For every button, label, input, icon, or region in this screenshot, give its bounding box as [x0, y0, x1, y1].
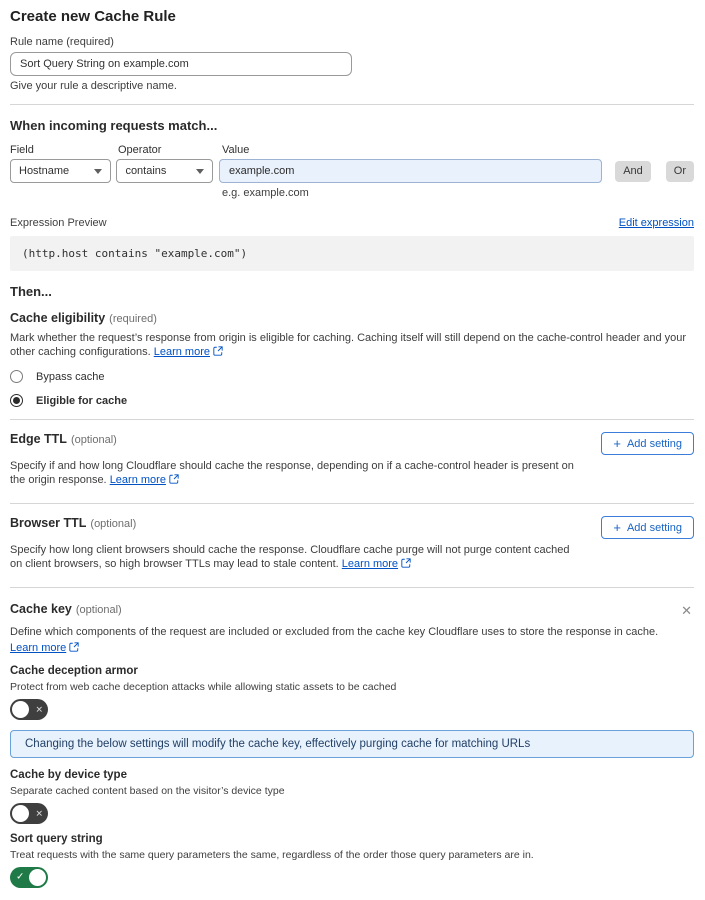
match-section-heading: When incoming requests match...: [10, 118, 218, 133]
browser-ttl-description: [10, 543, 575, 571]
operator-select-value: contains: [125, 165, 167, 177]
chevron-down-icon: [94, 169, 102, 174]
bypass-cache-radio-label: Bypass cache: [36, 370, 105, 383]
field-select[interactable]: [10, 159, 111, 183]
and-button[interactable]: And: [615, 161, 651, 182]
edge-ttl-qualifier: (optional): [70, 434, 117, 446]
browser-ttl-add-setting-button[interactable]: [601, 516, 694, 539]
cache-by-device-type-description: Separate cached content based on the visitor’s device type: [10, 785, 285, 797]
match-controls-row: [10, 159, 694, 183]
divider: [10, 104, 694, 105]
cache-deception-armor-toggle[interactable]: [10, 699, 48, 720]
value-label: Value: [222, 144, 250, 156]
plus-icon: +: [613, 436, 621, 451]
toggle-knob: [12, 701, 29, 718]
expression-preview-label: Expression Preview: [10, 217, 107, 229]
edge-ttl-heading-row: [10, 432, 694, 455]
radio-icon[interactable]: [10, 370, 23, 383]
radio-icon[interactable]: [10, 394, 23, 407]
cache-key-qualifier: (optional): [75, 604, 122, 616]
edge-ttl-learn-more-link[interactable]: Learn more: [109, 474, 166, 486]
browser-ttl-heading-row: [10, 516, 694, 539]
page-title: Create new Cache Rule: [10, 8, 176, 25]
sort-query-string-toggle[interactable]: [10, 867, 48, 888]
cache-eligibility-heading-row: [10, 311, 694, 325]
browser-ttl-qualifier: (optional): [90, 518, 137, 530]
sort-query-string-description: Treat requests with the same query parameters the same, regardless of the order those query parameters are in.: [10, 849, 534, 861]
rule-name-label: Rule name (required): [10, 36, 114, 48]
field-label: Field: [10, 144, 34, 156]
then-heading: Then...: [10, 284, 52, 299]
rule-name-input[interactable]: [10, 52, 352, 76]
cache-eligibility-qualifier: (required): [109, 313, 157, 325]
cache-key-heading-row: [10, 602, 694, 619]
x-icon: ✕: [35, 808, 43, 818]
external-link-icon: [213, 346, 223, 356]
cache-key-warning-banner: Changing the below settings will modify the cache key, effectively purging cache for matching URLs: [10, 730, 694, 758]
cache-key-heading: Cache key: [10, 602, 72, 616]
cache-deception-armor-title: Cache deception armor: [10, 665, 138, 677]
external-link-icon: [169, 474, 179, 484]
cache-key-learn-more-link[interactable]: Learn more: [10, 642, 67, 654]
eligible-for-cache-radio-row[interactable]: [10, 394, 694, 407]
cache-by-device-type-title: Cache by device type: [10, 769, 127, 781]
cache-eligibility-heading: Cache eligibility: [10, 311, 106, 325]
or-button[interactable]: Or: [666, 161, 694, 182]
value-input[interactable]: [219, 159, 602, 183]
divider: [10, 587, 694, 588]
bypass-cache-radio-row[interactable]: [10, 370, 694, 383]
external-link-icon: [401, 558, 411, 568]
add-setting-label: Add setting: [626, 437, 682, 450]
expression-code: (http.host contains "example.com"): [10, 236, 694, 271]
match-labels-row: [10, 144, 694, 156]
cache-eligibility-description: [10, 331, 694, 359]
cache-eligibility-description-text: Mark whether the request’s response from origin is eligible for caching. Caching itself will still depend on the cache-control header and your other caching configurations.: [10, 332, 687, 358]
eligible-for-cache-radio-label: Eligible for cache: [36, 394, 128, 407]
browser-ttl-description-text: Specify how long client browsers should cache the response. Cloudflare cache purge will not purge content cached on client browsers, so high browser TTLs may lead to stale content.: [10, 544, 570, 570]
edge-ttl-heading: Edge TTL: [10, 432, 67, 446]
plus-icon: +: [613, 520, 621, 535]
external-link-icon: [69, 642, 79, 652]
browser-ttl-learn-more-link[interactable]: Learn more: [341, 558, 399, 570]
edit-expression-link[interactable]: Edit expression: [618, 217, 694, 229]
edge-ttl-add-setting-button[interactable]: [601, 432, 694, 455]
chevron-down-icon: [196, 169, 204, 174]
value-helper: e.g. example.com: [222, 187, 309, 199]
check-icon: ✓: [16, 871, 25, 883]
cache-eligibility-learn-more-link[interactable]: Learn more: [153, 346, 210, 358]
cache-by-device-type-toggle[interactable]: [10, 803, 48, 824]
divider: [10, 419, 694, 420]
cache-deception-armor-description: Protect from web cache deception attacks while allowing static assets to be cached: [10, 681, 397, 693]
divider: [10, 503, 694, 504]
cache-key-description: Define which components of the request are included or excluded from the cache key Cloudflare uses to store the response in cache.: [10, 626, 659, 638]
close-icon[interactable]: ✕: [681, 603, 692, 618]
operator-select[interactable]: [116, 159, 213, 183]
rule-name-helper: Give your rule a descriptive name.: [10, 80, 177, 92]
cache-key-learn-more-row: [10, 642, 694, 654]
edge-ttl-description-text: Specify if and how long Cloudflare should cache the response, depending on if a cache-control header is present on the origin response.: [10, 460, 574, 486]
operator-label: Operator: [118, 144, 162, 156]
toggle-knob: [29, 869, 46, 886]
expression-preview-row: [10, 217, 694, 229]
browser-ttl-heading: Browser TTL: [10, 516, 87, 530]
x-icon: ✕: [35, 704, 43, 714]
add-setting-label: Add setting: [626, 521, 682, 534]
field-select-value: Hostname: [19, 165, 70, 177]
toggle-knob: [12, 805, 29, 822]
sort-query-string-title: Sort query string: [10, 833, 103, 845]
edge-ttl-description: [10, 459, 575, 487]
